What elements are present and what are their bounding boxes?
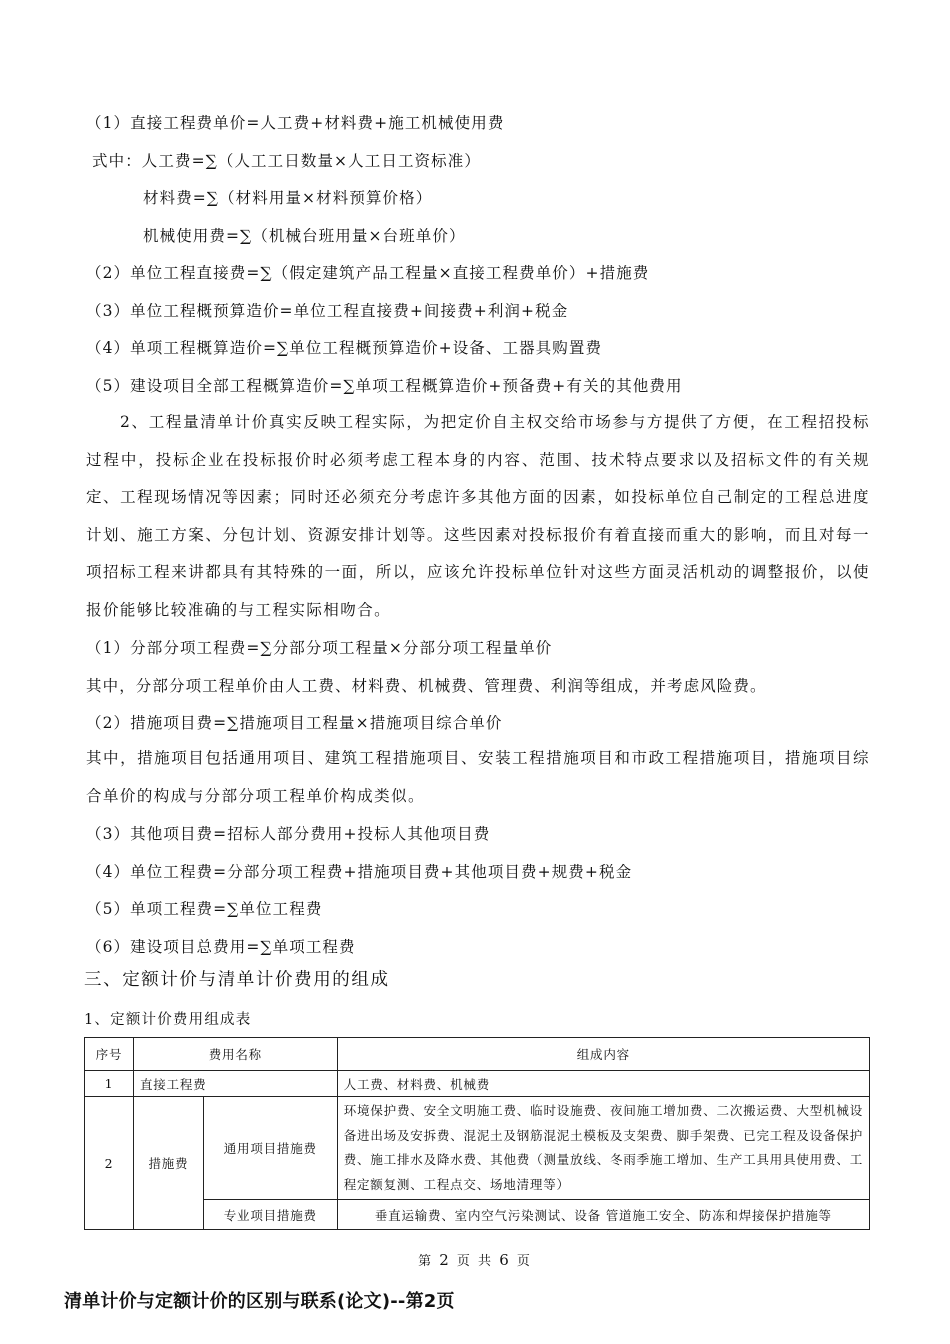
row2-no: 2 <box>85 1097 134 1230</box>
header-no: 序号 <box>85 1038 134 1071</box>
note-subitem-unit-price: 其中，分部分项工程单价由人工费、材料费、机械费、管理费、利润等组成，并考虑风险费。 <box>86 677 767 695</box>
formula-project-total-price: （5）建设项目全部工程概算造价=∑单项工程概算造价+预备费+有关的其他费用 <box>86 377 683 395</box>
row2-sub1-name: 通用项目措施费 <box>203 1097 337 1200</box>
footer-suffix: 页 <box>516 1254 532 1269</box>
table-title: 1、定额计价费用组成表 <box>84 1012 252 1028</box>
document-title-caption: 清单计价与定额计价的区别与联系(论文)--第2页 <box>64 1291 455 1312</box>
formula-machine-cost: 机械使用费=∑（机械台班用量×台班单价） <box>143 227 466 245</box>
formula-single-project-cost: （5）单项工程费=∑单位工程费 <box>86 900 323 918</box>
table-row <box>85 1071 870 1097</box>
formula-single-item-price: （4）单项工程概算造价=∑单位工程概预算造价+设备、工器具购置费 <box>86 339 603 357</box>
formula-labor-cost: 式中：人工费=∑（人工工日数量×人工日工资标准） <box>92 152 481 170</box>
footer-prefix: 第 <box>418 1254 434 1269</box>
formula-subitem-cost: （1）分部分项工程费=∑分部分项工程量×分部分项工程量单价 <box>86 639 553 657</box>
footer-total-pages: 6 <box>499 1251 511 1269</box>
row1-no: 1 <box>85 1071 134 1097</box>
formula-unit-budget-price: （3）单位工程概预算造价=单位工程直接费+间接费+利润+税金 <box>86 302 569 320</box>
page-number-footer <box>0 1250 950 1269</box>
row2-sub1-content: 环境保护费、安全文明施工费、临时设施费、夜间施工增加费、二次搬运费、大型机械设备进出场及安拆费、混泥土及钢筋混泥土模板及支架费、脚手架费、已完工程及设备保护费、施工排水及降水费、其他费（测量放线、冬雨季施工增加、生产工具用具使用费、工程定额复测、工程点交、场地清理等） <box>337 1097 869 1200</box>
formula-material-cost: 材料费=∑（材料用量×材料预算价格） <box>143 189 433 207</box>
formula-unit-project-cost: （4）单位工程费=分部分项工程费+措施项目费+其他项目费+规费+税金 <box>86 863 633 881</box>
cost-composition-table <box>84 1037 870 1230</box>
table-header-row <box>85 1038 870 1071</box>
row2-sub2-content: 垂直运输费、室内空气污染测试、设备 管道施工安全、防冻和焊接保护措施等 <box>337 1200 869 1230</box>
formula-measure-cost: （2）措施项目费=∑措施项目工程量×措施项目综合单价 <box>86 714 503 732</box>
header-content: 组成内容 <box>337 1038 869 1071</box>
row1-name: 直接工程费 <box>133 1071 337 1097</box>
row2-name: 措施费 <box>133 1097 203 1230</box>
formula-total-project-cost: （6）建设项目总费用=∑单项工程费 <box>86 938 356 956</box>
footer-middle: 页 共 <box>456 1254 494 1269</box>
header-name: 费用名称 <box>133 1038 337 1071</box>
row1-content: 人工费、材料费、机械费 <box>337 1071 869 1097</box>
footer-page-number: 2 <box>439 1251 451 1269</box>
formula-direct-unit-price: （1）直接工程费单价=人工费+材料费+施工机械使用费 <box>86 114 505 132</box>
formula-unit-direct-cost: （2）单位工程直接费=∑（假定建筑产品工程量×直接工程费单价）+措施费 <box>86 264 650 282</box>
row2-sub2-name: 专业项目措施费 <box>203 1200 337 1230</box>
table-row <box>85 1097 870 1200</box>
section-heading: 三、定额计价与清单计价费用的组成 <box>84 970 390 990</box>
paragraph-bill-of-quantities: 2、工程量清单计价真实反映工程实际，为把定价自主权交给市场参与方提供了方便，在工程招投标过程中，投标企业在投标报价时必须考虑工程本身的内容、范围、技术特点要求以及招标文件的有关规定、工程现场情况等因素；同时还必须充分考虑许多其他方面的因素，如投标单位自己制定的工程总进度计划、施工方案、分包计划、资源安排计划等。这些因素对投标报价有着直接而重大的影响，而且对每一项招标工程来讲都具有其特殊的一面，所以，应该允许投标单位针对这些方面灵活机动的调整报价，以使报价能够比较准确的与工程实际相吻合。 <box>86 413 870 619</box>
note-measure-items: 其中，措施项目包括通用项目、建筑工程措施项目、安装工程措施项目和市政工程措施项目，措施项目综合单价的构成与分部分项工程单价构成类似。 <box>86 749 870 805</box>
formula-other-items: （3）其他项目费=招标人部分费用+投标人其他项目费 <box>86 825 491 843</box>
